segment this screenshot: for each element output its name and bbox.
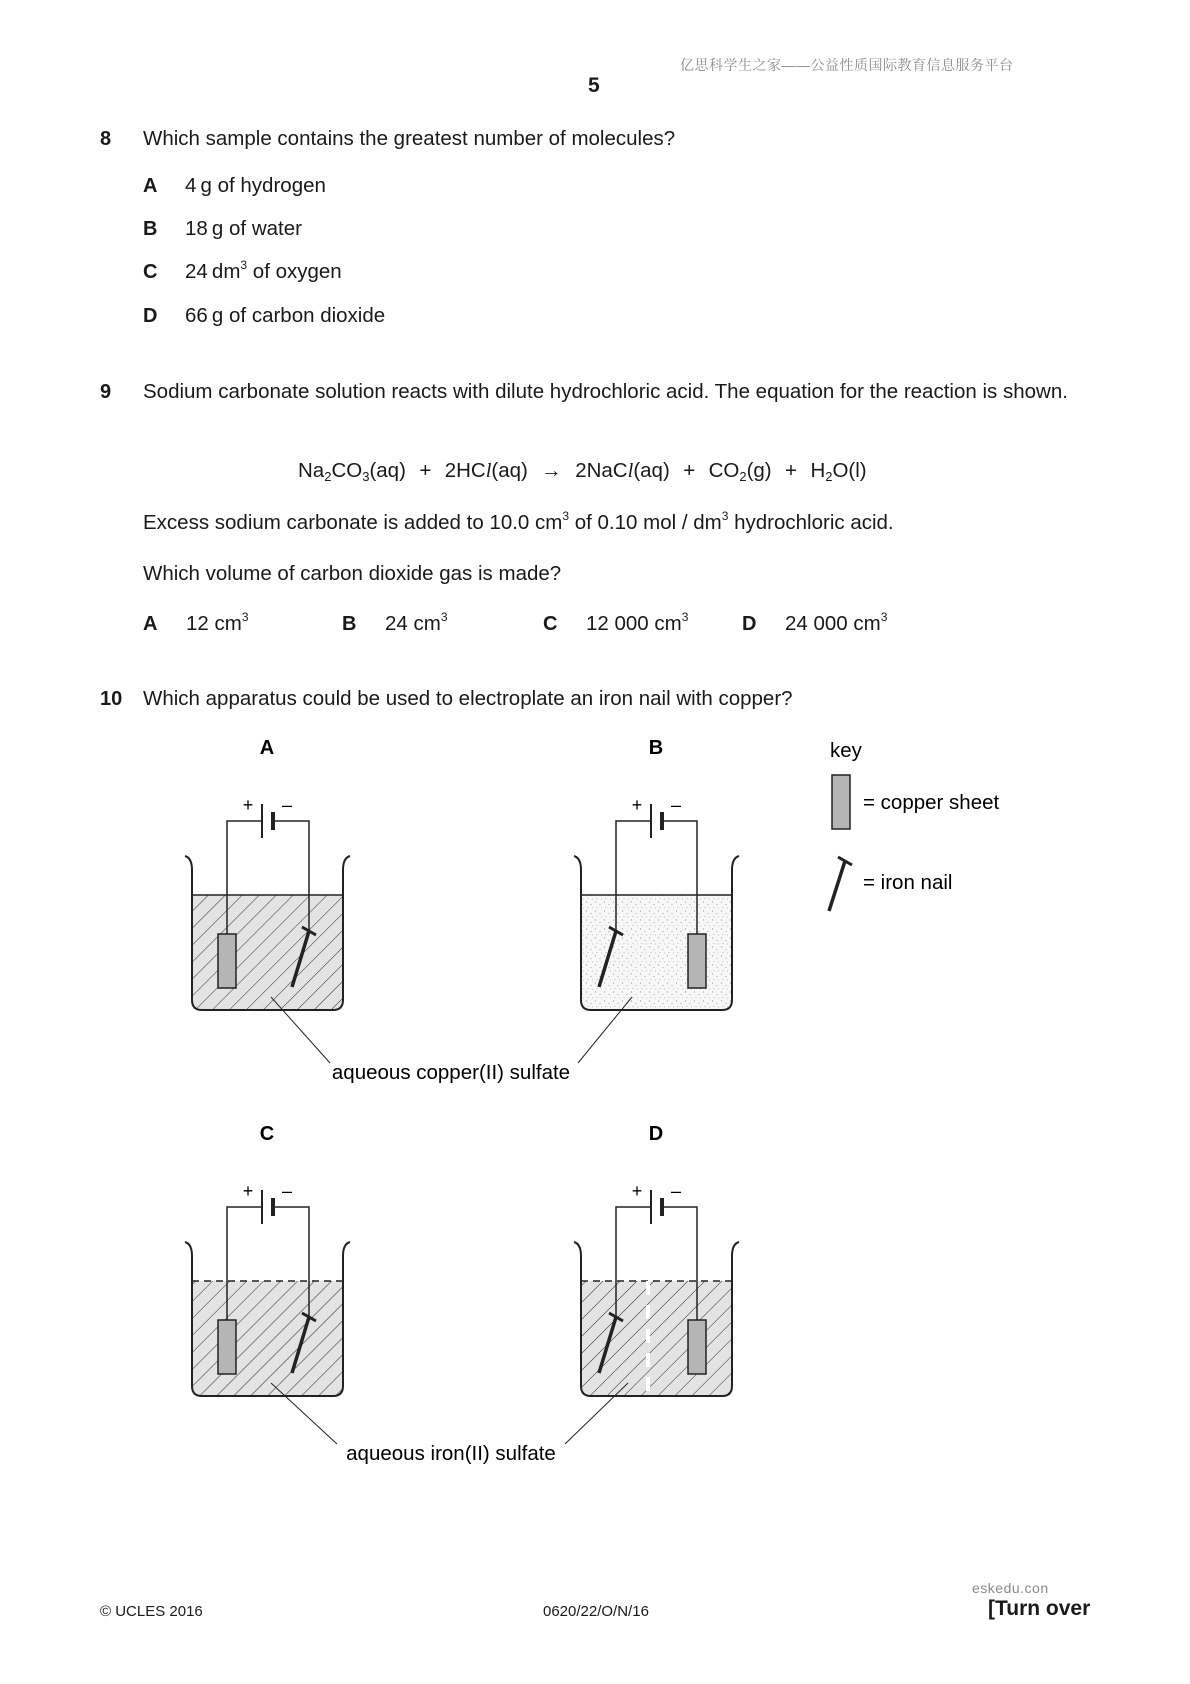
key-legend — [829, 739, 999, 911]
q9-option-d: 24 000 $cm^3$ — [785, 610, 888, 635]
q9-option-letter-a: A — [143, 613, 158, 635]
svg-text:+: + — [631, 795, 643, 815]
q8-option-b: 18 g of water — [185, 217, 302, 240]
q8-option-letter-c: C — [143, 261, 158, 283]
copper-sheet-key-icon — [832, 775, 850, 829]
apparatus-a — [185, 795, 350, 1063]
q9-option-letter-c: C — [543, 613, 558, 635]
question-8-stem: Which sample contains the greatest number of molecules? — [143, 127, 676, 150]
svg-text:–: – — [670, 795, 682, 815]
q8-option-letter-b: B — [143, 218, 158, 240]
key-copper-label: = copper sheet — [863, 791, 1000, 814]
caption-iron-sulfate: aqueous iron(II) sulfate — [346, 1442, 556, 1465]
q9-option-letter-d: D — [742, 613, 757, 635]
svg-text:+: + — [242, 795, 254, 815]
chemical-equation: $Na_2CO_3(aq) + 2HCl(aq)$ → 2NaCl(aq) + $CO_2(g) + H_2O(l)$ — [298, 459, 867, 484]
question-number-8: 8 — [100, 128, 112, 150]
apparatus-label-d: D — [648, 1123, 664, 1145]
apparatus-d — [565, 1181, 739, 1444]
footer-paper-code: 0620/22/O/N/16 — [543, 1603, 649, 1620]
question-10-stem: Which apparatus could be used to electroplate an iron nail with copper? — [143, 687, 793, 710]
q8-option-letter-a: A — [143, 175, 158, 197]
apparatus-label-a: A — [259, 737, 275, 759]
svg-text:+: + — [242, 1181, 254, 1201]
watermark: 亿思科学生之家——公益性质国际教育信息服务平台 — [680, 57, 1014, 73]
key-iron-label: = iron nail — [863, 871, 953, 894]
q9-option-b: 24 $cm^3$ — [385, 610, 448, 635]
q8-option-a: 4 g of hydrogen — [185, 174, 326, 197]
footer-turn-over: [Turn over — [988, 1597, 1091, 1620]
q8-option-letter-d: D — [143, 305, 158, 327]
svg-text:+: + — [631, 1181, 643, 1201]
apparatus-label-c: C — [259, 1123, 275, 1145]
q9-option-a: 12 $cm^3$ — [186, 610, 249, 635]
apparatus-c — [185, 1181, 350, 1444]
page-number: 5 — [588, 74, 600, 97]
eskedu-watermark: eskedu.con — [972, 1580, 1049, 1596]
caption-copper-sulfate: aqueous copper(II) sulfate — [331, 1061, 571, 1084]
iron-nail-key-icon — [829, 857, 852, 911]
key-title: key — [830, 739, 862, 762]
q9-option-c: 12 000 $cm^3$ — [586, 610, 689, 635]
svg-text:–: – — [670, 1181, 682, 1201]
question-9-conditions: Excess sodium carbonate is added to 10.0 $cm^3$ of 0.10 mol / $dm^3$ hydrochloric acid. — [143, 509, 894, 534]
apparatus-label-b: B — [648, 737, 664, 759]
q9-option-letter-b: B — [342, 613, 357, 635]
question-9-stem: Sodium carbonate solution reacts with dilute hydrochloric acid. The equation for the reaction is shown. — [143, 380, 1068, 403]
question-number-10: 10 — [100, 688, 123, 710]
apparatus-b — [574, 795, 739, 1063]
svg-text:–: – — [281, 795, 293, 815]
question-9-question: Which volume of carbon dioxide gas is made? — [143, 562, 562, 585]
q8-option-d: 66 g of carbon dioxide — [185, 304, 386, 327]
svg-text:–: – — [281, 1181, 293, 1201]
q8-option-c: 24 $dm^3$ of oxygen — [185, 258, 342, 283]
question-number-9: 9 — [100, 381, 112, 403]
footer-copyright: © UCLES 2016 — [100, 1603, 203, 1620]
